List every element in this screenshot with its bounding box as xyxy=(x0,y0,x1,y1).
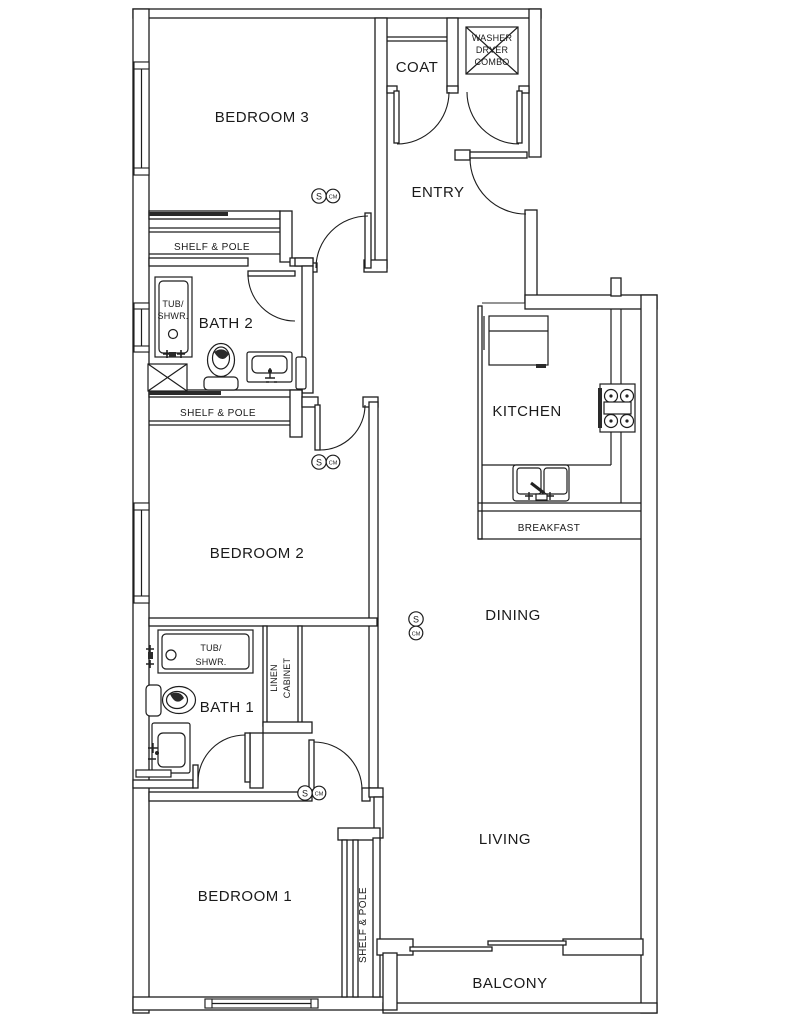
smoke-co-detector-bedroom3 xyxy=(312,189,340,203)
window-bedroom2 xyxy=(134,503,149,603)
windows xyxy=(134,62,318,1008)
svg-text:CM: CM xyxy=(314,791,324,798)
room-label-bedroom1: BEDROOM 1 xyxy=(197,888,293,905)
washer-label-line3: COMBO xyxy=(474,57,510,67)
refrigerator-icon xyxy=(484,316,548,368)
smoke-co-detector-bedroom2 xyxy=(312,455,340,469)
window-bedroom1 xyxy=(205,999,318,1008)
svg-text:CM: CM xyxy=(328,460,338,467)
svg-text:CM: CM xyxy=(411,631,421,638)
linen-cabinet-label-line2: CABINET xyxy=(282,657,292,699)
svg-text:S: S xyxy=(301,788,309,799)
co-detector-letter: CM xyxy=(328,194,338,201)
svg-text:S: S xyxy=(412,614,420,625)
bath2-sink-icon xyxy=(247,352,306,389)
washer-label-line2: DRYER xyxy=(475,45,509,55)
coat-closet-door xyxy=(394,91,449,144)
room-label-balcony: BALCONY xyxy=(472,975,548,992)
window-bedroom3 xyxy=(134,62,149,175)
bath2-door xyxy=(248,271,295,321)
bedroom1-door xyxy=(309,740,362,790)
front-door xyxy=(470,152,527,214)
smoke-detector-letter: S xyxy=(315,191,323,202)
room-label-bath2: BATH 2 xyxy=(198,315,254,332)
bath1-toilet-icon xyxy=(146,685,196,716)
tub-label-bath2-line1: TUB/ xyxy=(162,299,184,309)
room-labels xyxy=(195,59,581,992)
washer-closet-door xyxy=(467,91,522,144)
svg-text:S: S xyxy=(315,457,323,468)
stove-icon xyxy=(598,384,635,432)
smoke-co-detector-dining xyxy=(409,612,423,640)
room-label-bedroom3: BEDROOM 3 xyxy=(214,109,310,126)
shelf-pole-label-bedroom1: SHELF & POLE xyxy=(358,887,369,963)
room-label-coat: COAT xyxy=(395,59,439,76)
bath2-toilet-icon xyxy=(204,344,238,391)
balcony-sliding-door xyxy=(410,941,566,951)
room-label-bedroom2: BEDROOM 2 xyxy=(209,545,305,562)
shelf-pole-label-bedroom2: SHELF & POLE xyxy=(180,408,256,419)
bedroom3-door xyxy=(316,213,371,268)
washer-dryer-icon xyxy=(466,27,518,74)
tub-label-bath1-line1: TUB/ xyxy=(200,643,222,653)
room-label-entry: ENTRY xyxy=(411,184,465,201)
room-label-living: LIVING xyxy=(478,831,532,848)
room-label-bath1: BATH 1 xyxy=(199,699,255,716)
room-label-breakfast: BREAKFAST xyxy=(517,523,581,534)
bath2-cabinet-icon xyxy=(148,364,187,391)
bath1-door xyxy=(198,733,250,782)
bedroom2-door xyxy=(315,405,365,450)
window-bath2 xyxy=(134,303,149,352)
tub-label-bath1-line2: SHWR. xyxy=(195,657,227,667)
bath2-fixtures xyxy=(148,277,306,391)
shelf-pole-label-bedroom3: SHELF & POLE xyxy=(174,242,250,253)
linen-cabinet-label-line1: LINEN xyxy=(269,664,279,692)
kitchen-sink-icon xyxy=(513,465,569,501)
room-label-dining: DINING xyxy=(485,607,541,624)
room-label-kitchen: KITCHEN xyxy=(492,403,562,420)
washer-label-line1: WASHER xyxy=(471,33,513,43)
tub-label-bath2-line2: SHWR. xyxy=(157,311,189,321)
